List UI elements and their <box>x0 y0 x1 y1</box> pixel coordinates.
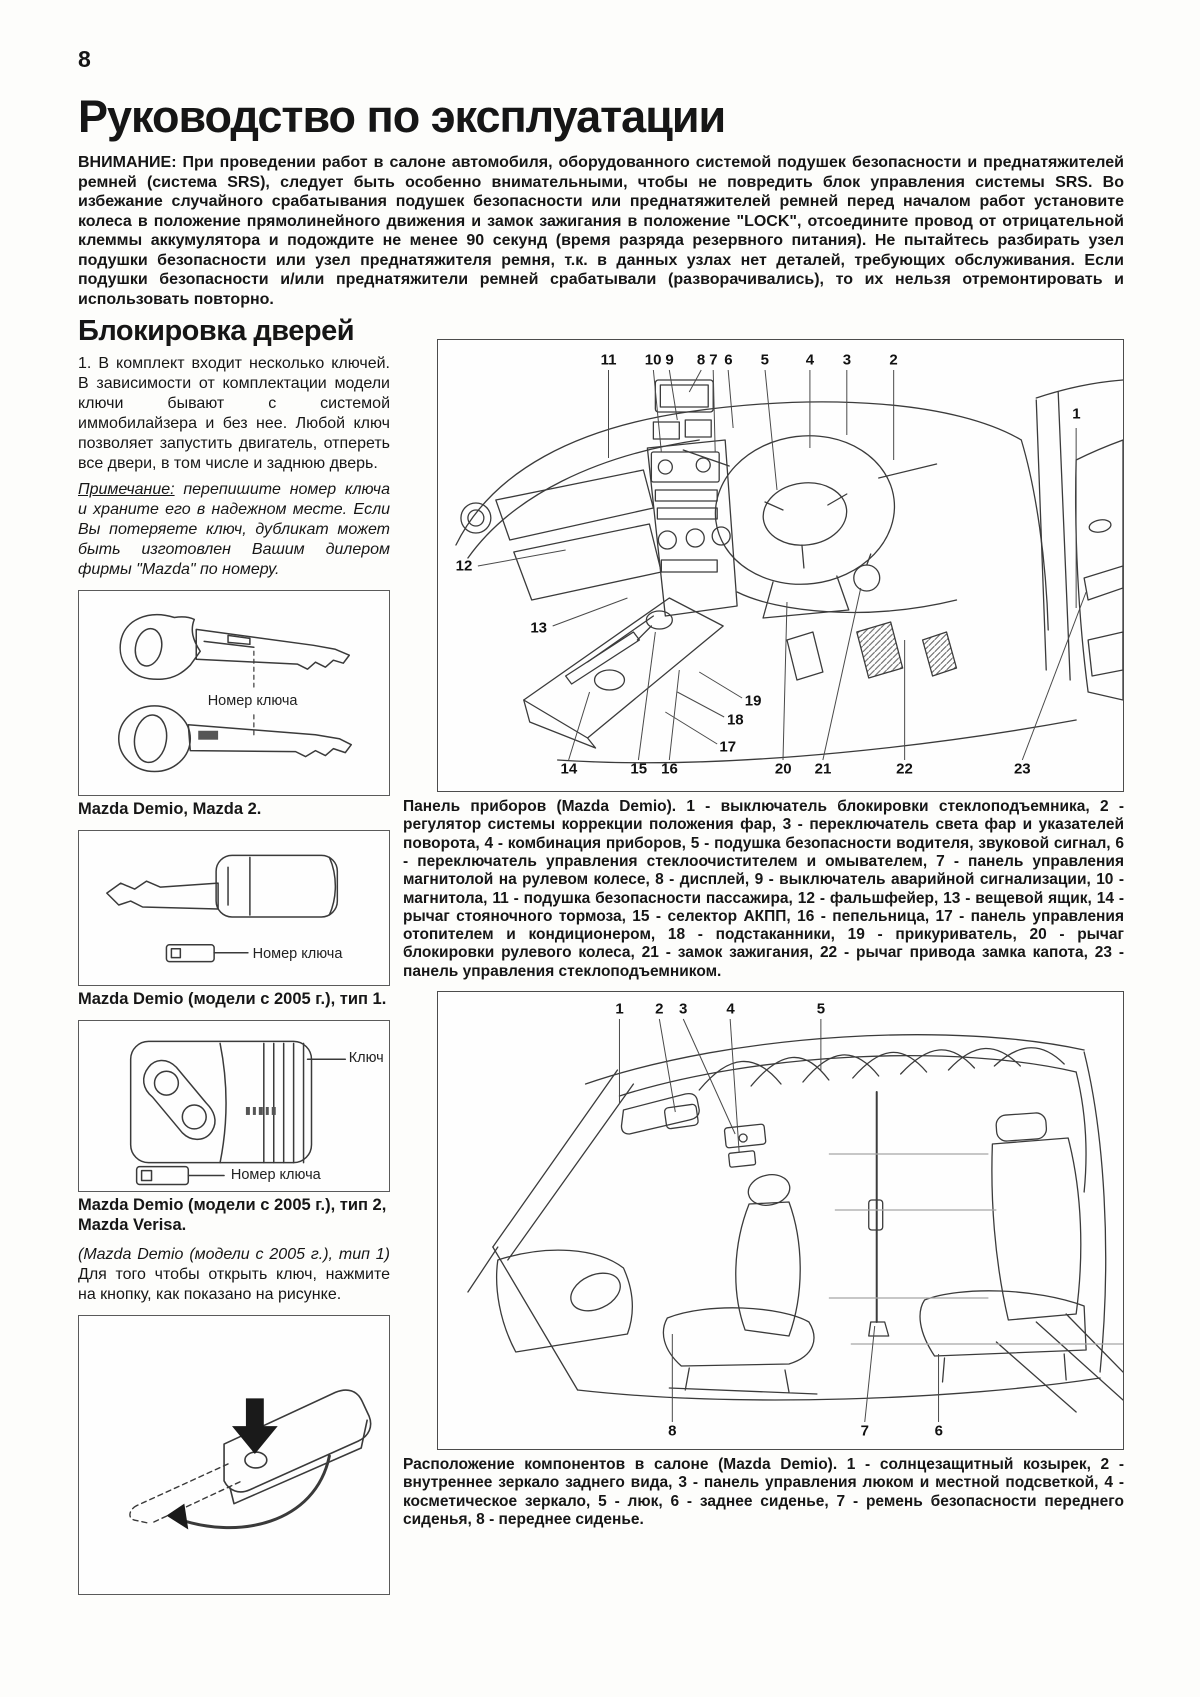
figure-caption-mazda2: Mazda Demio, Mazda 2. <box>78 800 262 819</box>
door-locking-paragraph: 1. В комплект входит несколько ключей. В зависимости от комплектации модели ключи бывают с системой иммобилайзера и без нее. Любой ключ позволяет запустить двигатель, отпереть все двери, в том числе и заднюю дверь. <box>78 355 390 473</box>
callout-13: 13 <box>530 619 548 637</box>
callout-4: 4 <box>805 351 815 369</box>
figure-key-type1 <box>78 830 390 986</box>
figure-dashboard <box>437 339 1124 792</box>
figure-caption-type1: Mazda Demio (модели с 2005 г.), тип 1. <box>78 989 387 1008</box>
figure-card-key <box>78 1020 390 1192</box>
callout-14: 14 <box>560 760 578 778</box>
dashboard-caption: Панель приборов (Mazda Demio). 1 - выключатель блокировки стеклоподъемника, 2 - регулятор системы коррекции положения фар, 3 - переключатель света фар и указателей поворота, 4 - комбинация приборов, 5 - подушка безопасности водителя, звуковой сигнал, 6 - переключатель управления стеклоочистителем и омывателем, 7 - панель управления магнитолой на рулевом колесе, 8 - дисплей, 9 - выключатель аварийной сигнализации, 10 - магнитола, 11 - подушка безопасности пассажира, 12 - фальшфейер, 13 - вещевой ящик, 14 - рычаг стояночного тормоза, 15 - селектор АКПП, 16 - пепельница, 17 - панель управления отопителем и кондиционером, 18 - подстаканники, 19 - прикуриватель, 20 - рычаг блокировки рулевого колеса, 21 - замок зажигания, 22 - рычаг привода замка капота, 23 - панель управления стеклоподъемником. <box>403 798 1124 980</box>
note-label: Примечание: <box>78 481 175 499</box>
key-number-label: Номер ключа <box>207 693 298 710</box>
callout-15: 15 <box>630 760 648 778</box>
callout-2: 2 <box>889 351 898 369</box>
callout-8: 8 <box>696 351 706 369</box>
callout-17: 17 <box>719 738 737 756</box>
page-number: 8 <box>78 46 91 72</box>
callout-12: 12 <box>455 557 473 575</box>
callout-10: 10 <box>644 351 662 369</box>
callout-7: 7 <box>709 351 718 369</box>
callout-20: 20 <box>774 760 792 778</box>
section-heading: Блокировка дверей <box>78 315 355 348</box>
callout-3: 3 <box>679 1000 688 1018</box>
callout-16: 16 <box>661 760 678 778</box>
note-paragraph <box>78 480 390 580</box>
left-column <box>78 315 390 1599</box>
callout-5: 5 <box>760 351 769 369</box>
callout-22: 22 <box>896 760 913 778</box>
figure-two-keys <box>78 590 390 796</box>
callout-23: 23 <box>1013 760 1031 778</box>
callout-8: 8 <box>668 1422 677 1440</box>
callout-11: 11 <box>600 351 617 369</box>
callout-3: 3 <box>842 351 852 369</box>
right-column <box>403 315 1124 1599</box>
srs-warning-paragraph: ВНИМАНИЕ: При проведении работ в салоне автомобиля, оборудованного системой подушек безопасности и преднатяжителей ремней (система SRS), следует быть особенно внимательными, чтобы не повредить блок управления системы SRS. Во избежание случайного срабатывания подушек безопасности или преднатяжителей ремней перед началом работ установите колеса в положение прямолинейного движения и замок зажигания в положение "LOCK", отсоедините провод от отрицательной клеммы аккумулятора и подождите не менее 90 секунд (время разряда резервного питания). Не пытайтесь разбирать узел подушки безопасности или узел преднатяжителя ремня, т.к. в данных узлах нет деталей, требующих обслуживания. Если подушки безопасности и/или преднатяжители ремней срабатывали (разворачивались), то их нельзя отремонтировать и использовать повторно. <box>78 154 1124 308</box>
key-open-note-model: (Mazda Demio (модели с 2005 г.), тип 1) <box>78 1246 390 1264</box>
callout-4: 4 <box>726 1000 735 1018</box>
callout-9: 9 <box>665 351 674 369</box>
content-columns <box>78 315 1124 1599</box>
figure-flip-key <box>78 1315 390 1595</box>
interior-callout-layer <box>438 992 1123 1449</box>
page-title: Руководство по эксплуатации <box>78 91 726 142</box>
interior-caption: Расположение компонентов в салоне (Mazda Demio). 1 - солнцезащитный козырек, 2 - внутреннее зеркало заднего вида, 3 - панель управления люком и местной подсветкой, 4 - косметическое зеркало, 5 - люк, 6 - заднее сиденье, 7 - ремень безопасности переднего сиденья, 8 - переднее сиденье. <box>403 1455 1124 1528</box>
callout-1: 1 <box>615 1000 624 1018</box>
key-label: Ключ <box>348 1050 384 1067</box>
flip-key-illustration <box>79 1316 389 1594</box>
callout-5: 5 <box>816 1000 826 1018</box>
key-number-label: Номер ключа <box>252 946 343 963</box>
callout-7: 7 <box>860 1422 869 1440</box>
dashboard-callout-layer <box>438 340 1123 791</box>
callout-21: 21 <box>814 760 832 778</box>
note-text: перепишите номер ключа и храните его в надежном месте. Если Вы потеряете ключ, дубликат может быть изготовлен Вашим дилером фирмы "Mazda" по номеру. <box>78 481 390 579</box>
callout-19: 19 <box>744 692 762 710</box>
figure-interior <box>437 991 1124 1450</box>
key-number-label: Номер ключа <box>230 1167 321 1184</box>
callout-6: 6 <box>724 351 733 369</box>
figure-caption-type2: Mazda Demio (модели с 2005 г.), тип 2, Mazda Verisa. <box>78 1195 387 1234</box>
callout-18: 18 <box>726 711 744 729</box>
key-open-note-text: Для того чтобы открыть ключ, нажмите на кнопку, как показано на рисунке. <box>78 1266 390 1304</box>
card-key-illustration <box>79 1021 389 1191</box>
callout-6: 6 <box>934 1422 943 1440</box>
callout-1: 1 <box>1072 405 1081 423</box>
key-open-note <box>78 1245 390 1305</box>
callout-2: 2 <box>655 1000 664 1018</box>
